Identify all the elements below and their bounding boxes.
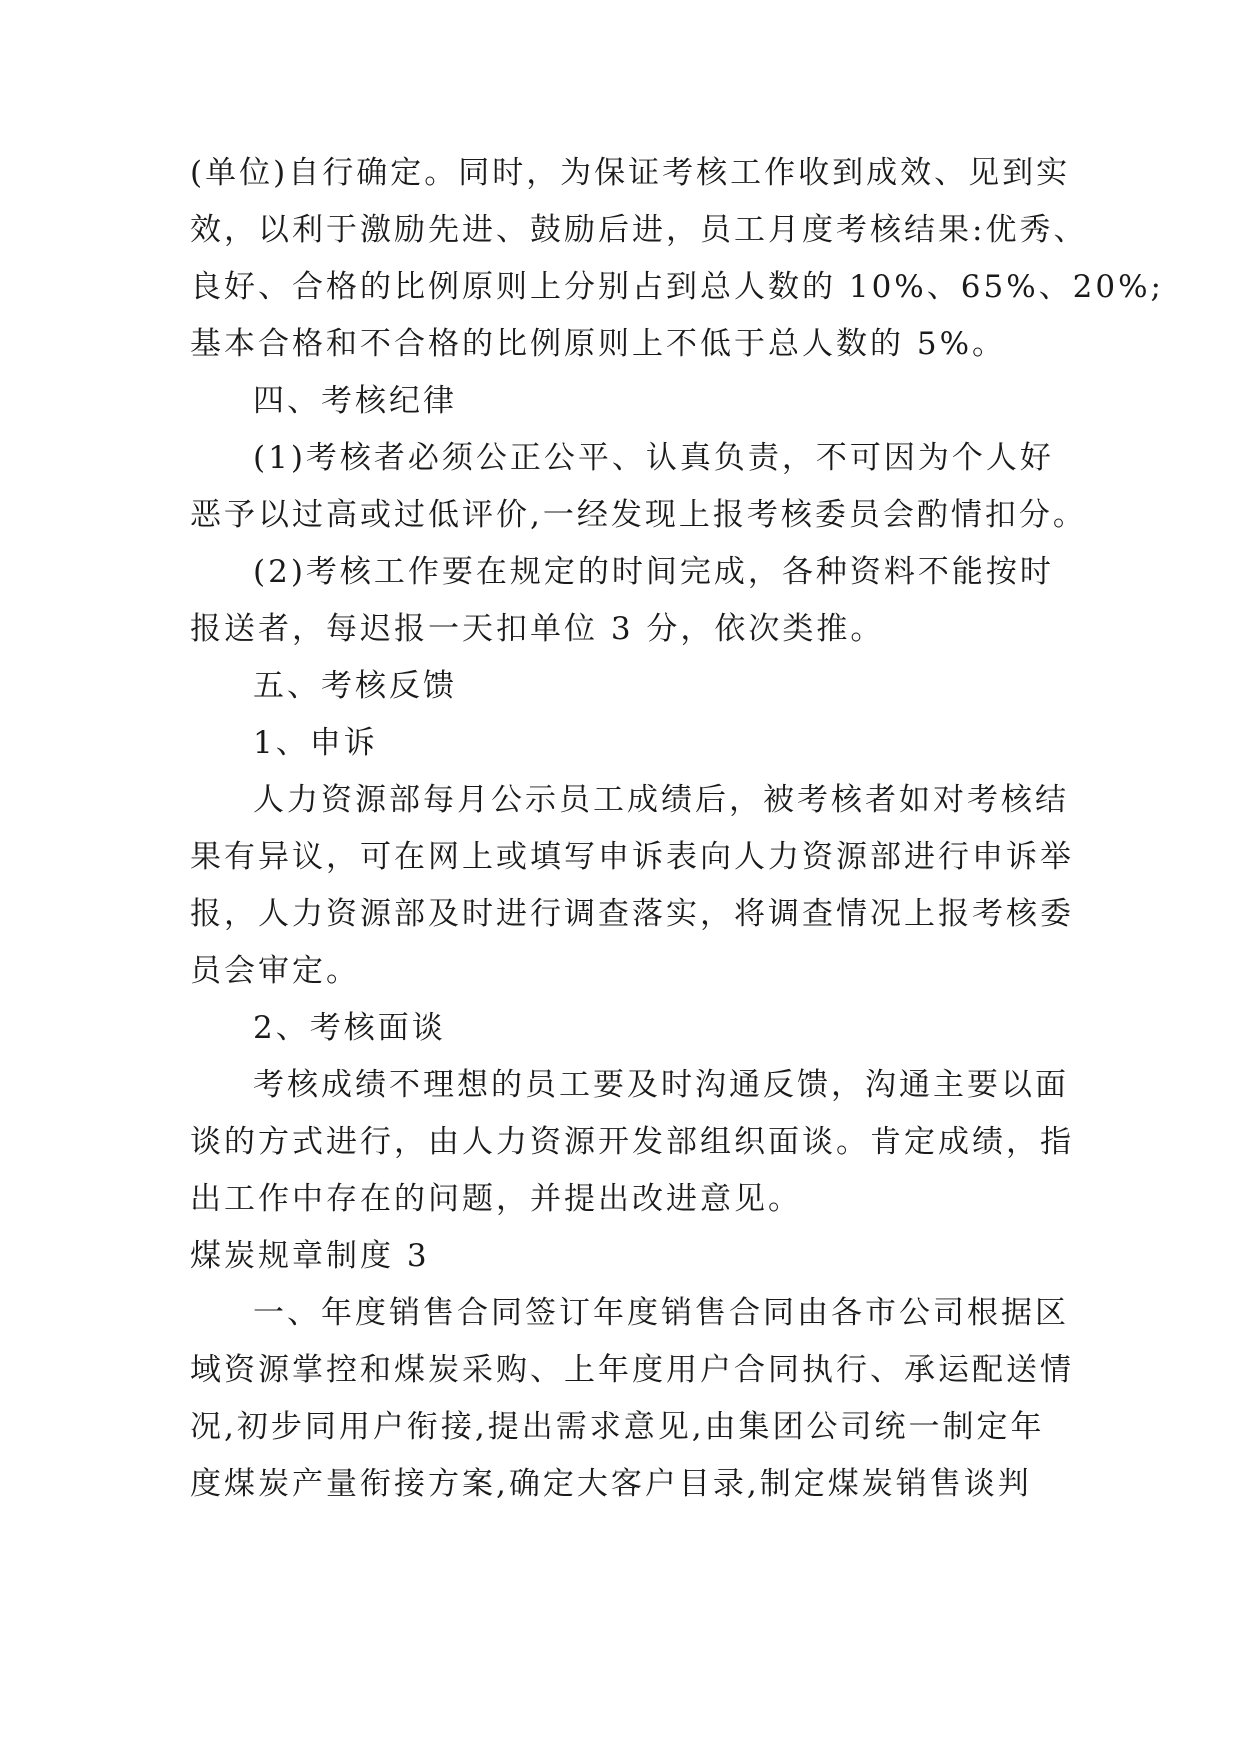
section-heading: 四、考核纪律 xyxy=(253,383,457,419)
body-text-line: 况,初步同用户衔接,提出需求意见,由集团公司统一制定年 xyxy=(190,1409,1045,1445)
body-text-line: 良好、合格的比例原则上分别占到总人数的 10%、65%、20%; xyxy=(190,269,1165,305)
body-text-line: 报送者，每迟报一天扣单位 3 分，依次类推。 xyxy=(190,611,885,647)
subsection-heading: 1、申诉 xyxy=(253,725,378,761)
subsection-heading: 2、考核面谈 xyxy=(253,1010,446,1046)
body-text-line: 考核成绩不理想的员工要及时沟通反馈，沟通主要以面 xyxy=(253,1067,1069,1103)
body-text-line: 员会审定。 xyxy=(190,953,360,989)
body-text-line: (单位)自行确定。同时，为保证考核工作收到成效、见到实 xyxy=(190,155,1071,191)
body-text-line: 度煤炭产量衔接方案,确定大客户目录,制定煤炭销售谈判 xyxy=(190,1466,1032,1502)
body-text-line: 出工作中存在的问题，并提出改进意见。 xyxy=(190,1181,802,1217)
body-text-line: 效，以利于激励先进、鼓励后进，员工月度考核结果:优秀、 xyxy=(190,212,1088,248)
body-text-line: (2)考核工作要在规定的时间完成，各种资料不能按时 xyxy=(253,554,1054,590)
body-text-line: 基本合格和不合格的比例原则上不低于总人数的 5%。 xyxy=(190,326,1007,362)
body-text-line: 果有异议，可在网上或填写申诉表向人力资源部进行申诉举 xyxy=(190,839,1074,875)
body-text-line: 域资源掌控和煤炭采购、上年度用户合同执行、承运配送情 xyxy=(190,1352,1074,1388)
document-section-title: 煤炭规章制度 3 xyxy=(190,1238,430,1274)
body-text-line: (1)考核者必须公正公平、认真负责，不可因为个人好 xyxy=(253,440,1054,476)
section-heading: 五、考核反馈 xyxy=(253,668,457,704)
body-text-line: 恶予以过高或过低评价,一经发现上报考核委员会酌情扣分。 xyxy=(190,497,1087,533)
body-text-line: 谈的方式进行，由人力资源开发部组织面谈。肯定成绩，指 xyxy=(190,1124,1074,1160)
body-text-line: 一、年度销售合同签订年度销售合同由各市公司根据区 xyxy=(253,1295,1069,1331)
body-text-line: 报，人力资源部及时进行调查落实，将调查情况上报考核委 xyxy=(190,896,1074,932)
body-text-line: 人力资源部每月公示员工成绩后，被考核者如对考核结 xyxy=(253,782,1069,818)
